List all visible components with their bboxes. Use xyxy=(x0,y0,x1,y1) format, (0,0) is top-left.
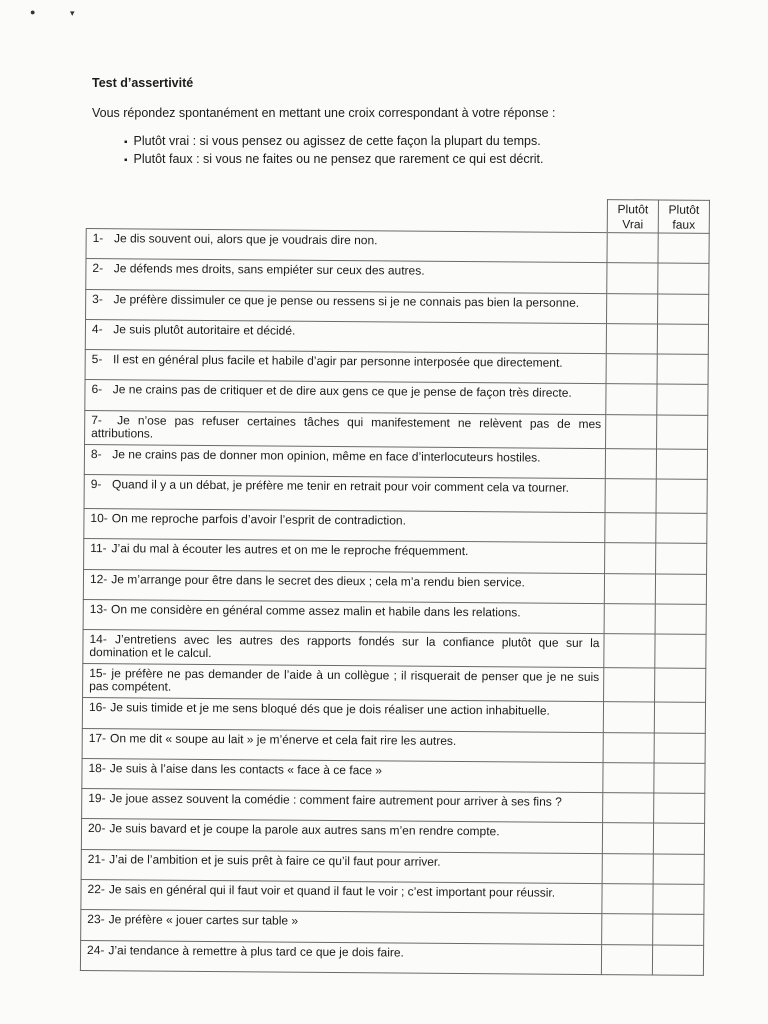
question-number: 10- xyxy=(90,511,108,526)
question-number: 4- xyxy=(91,321,103,337)
question-row xyxy=(84,509,707,544)
question-row xyxy=(85,319,708,354)
question-text xyxy=(84,509,605,543)
answer-cell-faux[interactable] xyxy=(658,294,709,325)
answer-cell-faux[interactable] xyxy=(654,733,705,764)
answer-cell-faux[interactable] xyxy=(652,945,703,976)
question-label: Je suis à l’aise dans les contacts « face à ce face » xyxy=(109,761,383,778)
question-number: 16- xyxy=(88,700,107,715)
answer-cell-vrai[interactable] xyxy=(603,732,654,763)
question-number: 8- xyxy=(90,446,102,461)
question-number: 12- xyxy=(89,571,108,586)
question-text xyxy=(82,789,603,823)
question-text xyxy=(84,475,605,513)
option-plutot-vrai: ▪ Plutôt vrai : si vous pensez ou agissez de cette façon la plupart du temps. xyxy=(124,133,544,151)
question-number: 5- xyxy=(91,352,103,367)
answer-cell-vrai[interactable] xyxy=(602,853,653,884)
answer-cell-vrai[interactable] xyxy=(601,944,652,975)
question-text xyxy=(81,819,602,853)
question-label: Je défends mes droits, sans empiéter sur ceux des autres. xyxy=(113,261,425,278)
answer-cell-vrai[interactable] xyxy=(604,604,655,635)
question-row xyxy=(85,410,708,449)
question-number: 21- xyxy=(87,851,106,866)
question-text xyxy=(85,319,606,353)
answer-cell-vrai[interactable] xyxy=(605,513,656,544)
answer-cell-faux[interactable] xyxy=(654,763,705,794)
question-text xyxy=(82,728,603,762)
answer-options xyxy=(124,133,544,169)
answer-cell-faux[interactable] xyxy=(657,415,708,449)
question-text xyxy=(86,229,607,263)
question-number: 1- xyxy=(92,231,104,246)
question-row xyxy=(85,380,708,415)
question-text xyxy=(83,599,604,633)
question-label: je préfère ne pas demander de l’aide à un collègue ; il risquerait de penser que je ne suis pas compétent. xyxy=(89,666,600,694)
answer-cell-faux[interactable] xyxy=(656,513,707,544)
answer-cell-faux[interactable] xyxy=(654,702,705,733)
question-row xyxy=(82,758,705,793)
questions-list xyxy=(80,229,709,976)
question-row xyxy=(83,630,706,669)
question-row xyxy=(82,698,705,733)
column-plutot-vrai: Plutôt Vrai xyxy=(607,200,658,233)
question-text xyxy=(80,940,601,974)
answer-cell-faux[interactable] xyxy=(653,914,704,945)
question-text xyxy=(84,444,605,478)
question-text xyxy=(85,380,606,414)
question-number: 20- xyxy=(87,821,106,836)
question-number: 11- xyxy=(90,541,107,556)
question-number: 13- xyxy=(89,602,108,617)
answer-cell-faux[interactable] xyxy=(655,574,706,605)
question-row xyxy=(86,229,709,264)
question-label: J’ai tendance à remettre à plus tard ce que je dois faire. xyxy=(108,942,404,960)
questionnaire-table xyxy=(80,195,710,976)
question-row xyxy=(83,599,706,634)
answer-cell-vrai[interactable] xyxy=(603,702,654,733)
question-text xyxy=(83,569,604,603)
column-plutot-faux: Plutôt faux xyxy=(658,200,709,233)
answer-cell-faux[interactable] xyxy=(657,324,708,355)
answer-cell-vrai[interactable] xyxy=(603,762,654,793)
answer-cell-vrai[interactable] xyxy=(604,573,655,604)
question-row xyxy=(86,259,709,294)
answer-cell-faux[interactable] xyxy=(653,884,704,915)
question-number: 17- xyxy=(88,730,107,745)
question-row xyxy=(82,728,705,763)
answer-cell-faux[interactable] xyxy=(658,233,709,264)
question-label: J’entretiens avec les autres des rapports fondés sur la confiance plutôt que sur la domination et le calcul. xyxy=(89,632,600,661)
answer-cell-faux[interactable] xyxy=(656,543,707,574)
question-number: 15- xyxy=(89,666,107,681)
answer-cell-vrai[interactable] xyxy=(604,668,655,702)
question-label: On me dit « soupe au lait » je m’énerve et cela fait rire les autres. xyxy=(110,730,457,748)
option-plutot-faux: ▪ Plutôt faux : si vous ne faites ou ne pensez que rarement ce qui est décrit. xyxy=(124,151,544,169)
question-number: 23- xyxy=(87,912,105,927)
question-text xyxy=(83,664,604,702)
answer-cell-vrai[interactable] xyxy=(607,293,658,324)
question-number: 7- xyxy=(91,412,102,427)
question-label: J’ai de l’ambition et je suis prêt à faire ce qu’il faut pour arriver. xyxy=(109,851,441,869)
answer-cell-vrai[interactable] xyxy=(606,354,657,385)
answer-cell-faux[interactable] xyxy=(654,793,705,824)
answer-cell-faux[interactable] xyxy=(655,634,706,668)
question-row xyxy=(80,940,703,975)
question-text xyxy=(85,410,606,448)
answer-cell-vrai[interactable] xyxy=(605,479,656,513)
answer-cell-vrai[interactable] xyxy=(606,384,657,415)
answer-cell-vrai[interactable] xyxy=(602,884,653,915)
answer-cell-faux[interactable] xyxy=(653,854,704,885)
question-label: Je n’ose pas refuser certaines tâches qui manifestement ne relèvent pas de mes attributions. xyxy=(91,413,602,441)
question-label: Je sais en général qui il faut voir et quand il faut le voir ; c’est important pour réussir. xyxy=(108,882,556,900)
answer-cell-vrai[interactable] xyxy=(604,634,655,668)
answer-cell-vrai[interactable] xyxy=(605,543,656,574)
answer-cell-vrai[interactable] xyxy=(607,233,658,264)
answer-cell-vrai[interactable] xyxy=(605,448,656,479)
question-text xyxy=(85,350,606,384)
question-label: Je m’arrange pour être dans le secret des dieux ; cela m’a rendu bien service. xyxy=(111,571,525,590)
question-number: 3- xyxy=(92,291,103,306)
answer-cell-faux[interactable] xyxy=(657,384,708,415)
question-text xyxy=(81,880,602,914)
question-number: 6- xyxy=(91,382,103,397)
question-text xyxy=(86,259,607,293)
question-label: Je ne crains pas de donner mon opinion, même en face d’interlocuteurs hostiles. xyxy=(112,446,541,465)
page-title: Test d’assertivité xyxy=(92,76,194,90)
question-row xyxy=(81,849,704,884)
answer-cell-faux[interactable] xyxy=(657,354,708,385)
question-row xyxy=(85,350,708,385)
question-row xyxy=(86,289,709,324)
question-label: Quand il y a un débat, je préfère me tenir en retrait pour voir comment cela va tourner. xyxy=(112,477,570,495)
question-number: 2- xyxy=(92,261,104,276)
question-text xyxy=(82,758,603,792)
answer-cell-faux[interactable] xyxy=(658,263,709,294)
punch-hole-mark: ● xyxy=(30,7,36,17)
question-number: 14- xyxy=(89,632,107,647)
question-row xyxy=(81,910,704,945)
question-label: Je suis bavard et je coupe la parole aux autres sans m’en rendre compte. xyxy=(109,821,500,839)
answer-cell-vrai[interactable] xyxy=(603,793,654,824)
answer-cell-faux[interactable] xyxy=(656,449,707,480)
question-text xyxy=(81,910,602,944)
question-label: Il est en général plus facile et habile d’agir par personne interposée que directement. xyxy=(112,352,563,370)
instructions: Vous répondez spontanément en mettant une croix correspondant à votre réponse : xyxy=(92,106,556,120)
answer-cell-vrai[interactable] xyxy=(606,414,657,448)
question-text xyxy=(84,539,605,573)
answer-cell-vrai[interactable] xyxy=(602,823,653,854)
question-row xyxy=(84,475,707,514)
question-row xyxy=(81,819,704,854)
answer-cell-vrai[interactable] xyxy=(607,263,658,294)
question-text xyxy=(83,630,604,668)
question-row xyxy=(83,569,706,604)
answer-cell-faux[interactable] xyxy=(655,668,706,702)
punch-hole-mark: ▾ xyxy=(70,8,75,18)
question-label: On me considère en général comme assez malin et habile dans les relations. xyxy=(111,602,521,620)
question-row xyxy=(84,444,707,479)
question-row xyxy=(84,539,707,574)
question-row xyxy=(83,664,706,703)
question-label: Je suis timide et je me sens bloqué dés que je dois réaliser une action inhabituelle. xyxy=(110,700,550,718)
question-label: J’ai du mal à écouter les autres et on me le reproche fréquemment. xyxy=(111,541,469,559)
question-label: Je préfère « jouer cartes sur table » xyxy=(108,912,299,929)
question-label: On me reproche parfois d’avoir l’esprit de contradiction. xyxy=(111,511,406,528)
question-label: Je préfère dissimuler ce que je pense ou ressens si je ne connais pas bien la personne. xyxy=(113,291,580,310)
question-label: Je dis souvent oui, alors que je voudrais dire non. xyxy=(113,231,378,248)
question-row xyxy=(82,789,705,824)
answer-cell-faux[interactable] xyxy=(656,479,707,513)
answer-cell-faux[interactable] xyxy=(655,604,706,635)
question-label: Je ne crains pas de critiquer et de dire aux gens ce que je pense de façon très directe. xyxy=(112,382,572,401)
question-number: 22- xyxy=(87,882,105,897)
question-text xyxy=(86,289,607,323)
question-text xyxy=(81,849,602,883)
question-number: 19- xyxy=(88,791,106,806)
question-number: 18- xyxy=(88,760,106,776)
answer-cell-faux[interactable] xyxy=(653,823,704,854)
question-text xyxy=(82,698,603,732)
question-number: 24- xyxy=(87,942,105,957)
answer-cell-vrai[interactable] xyxy=(606,323,657,354)
question-number: 9- xyxy=(90,477,102,492)
question-label: Je suis plutôt autoritaire et décidé. xyxy=(113,322,296,338)
question-label: Je joue assez souvent la comédie : comment faire autrement pour arriver à ses fins ? xyxy=(109,791,562,809)
answer-cell-vrai[interactable] xyxy=(602,914,653,945)
question-row xyxy=(81,880,704,915)
